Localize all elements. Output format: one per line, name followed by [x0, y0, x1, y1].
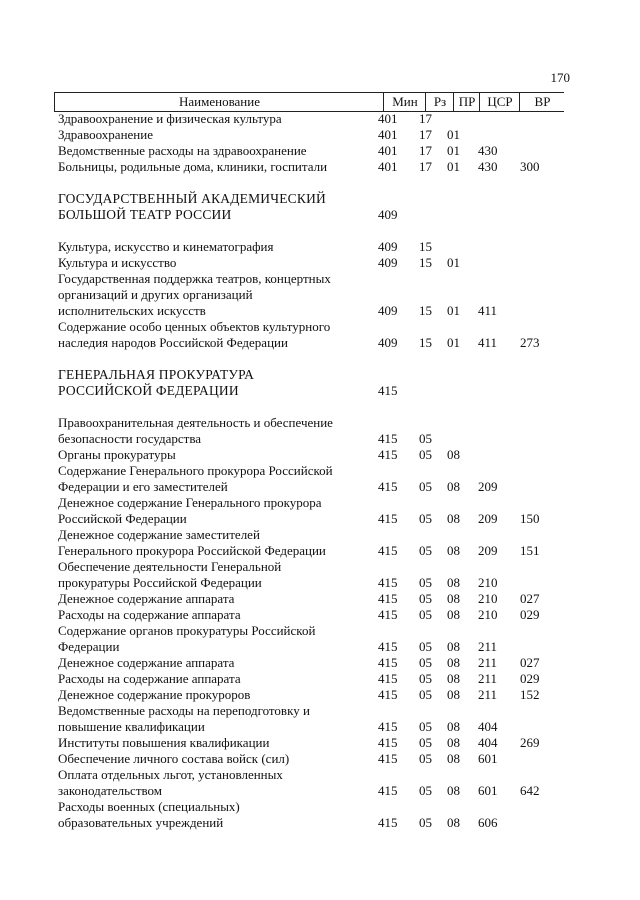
code-pr: 01: [447, 159, 460, 174]
code-min: 401: [378, 127, 398, 142]
table-row: [58, 799, 564, 831]
code-csr: 210: [478, 591, 498, 606]
row-codes: [374, 239, 564, 255]
row-codes: [374, 143, 564, 159]
code-pr: 08: [447, 639, 460, 654]
row-name-line: организаций и других организаций: [58, 287, 253, 302]
row-name: [58, 127, 380, 143]
row-codes: [374, 127, 564, 143]
row-codes: [374, 591, 564, 607]
row-name-line: исполнительских искусств: [58, 303, 206, 318]
code-pr: 08: [447, 687, 460, 702]
row-codes: [374, 335, 564, 351]
code-vr: 152: [520, 687, 540, 702]
row-codes: [374, 159, 564, 175]
code-pr: 08: [447, 815, 460, 830]
row-name-line: прокуратуры Российской Федерации: [58, 575, 262, 590]
code-csr: 209: [478, 543, 498, 558]
row-name-line: повышение квалификации: [58, 719, 205, 734]
code-pr: 08: [447, 575, 460, 590]
row-codes: [374, 815, 564, 831]
row-codes: [374, 479, 564, 495]
code-pr: 01: [447, 335, 460, 350]
code-vr: 642: [520, 783, 540, 798]
row-name: [58, 623, 380, 655]
row-name: [58, 751, 380, 767]
code-csr: 411: [478, 335, 498, 350]
row-name-line: законодательством: [58, 783, 163, 798]
code-rz: 15: [419, 303, 432, 318]
code-min: 415: [378, 815, 398, 830]
code-csr: 411: [478, 303, 498, 318]
row-name: [58, 111, 380, 127]
row-name: [58, 447, 380, 463]
table-row: [58, 767, 564, 799]
row-name: [58, 255, 380, 271]
row-name-line: Федерации и его заместителей: [58, 479, 228, 494]
row-name-line: Оплата отдельных льгот, установленных: [58, 767, 283, 782]
code-rz: 05: [419, 591, 432, 606]
table-row: [58, 591, 564, 607]
row-name-line: Денежное содержание аппарата: [58, 655, 235, 670]
row-name: [58, 591, 380, 607]
row-name-line: Расходы на содержание аппарата: [58, 671, 241, 686]
row-name-line: Здравоохранение: [58, 127, 153, 142]
code-min: 415: [378, 511, 398, 526]
row-name-line: Денежное содержание прокуроров: [58, 687, 251, 702]
row-name-line: Институты повышения квалификации: [58, 735, 270, 750]
row-name-line: Здравоохранение и физическая культура: [58, 111, 282, 126]
code-rz: 05: [419, 815, 432, 830]
row-codes: [374, 303, 564, 319]
row-name-line: Денежное содержание аппарата: [58, 591, 235, 606]
row-codes: [374, 255, 564, 271]
header-vr: ВР: [519, 93, 565, 111]
table-row: [58, 687, 564, 703]
code-csr: 430: [478, 159, 498, 174]
code-csr: 210: [478, 575, 498, 590]
code-min: 409: [378, 239, 398, 254]
code-csr: 209: [478, 479, 498, 494]
code-csr: 211: [478, 639, 498, 654]
code-min: 415: [378, 479, 398, 494]
code-min: 415: [378, 607, 398, 622]
row-name-line: безопасности государства: [58, 431, 202, 446]
code-pr: 08: [447, 751, 460, 766]
code-min: 409: [378, 303, 398, 318]
row-name: [58, 463, 380, 495]
code-min: 409: [378, 207, 398, 222]
table-body: [58, 111, 564, 831]
row-name-line: наследия народов Российской Федерации: [58, 335, 288, 350]
row-name: [58, 655, 380, 671]
code-pr: 01: [447, 303, 460, 318]
table-row: [58, 143, 564, 159]
row-spacer: [58, 399, 564, 415]
code-rz: 05: [419, 671, 432, 686]
row-codes: [374, 751, 564, 767]
code-rz: 05: [419, 735, 432, 750]
code-min: 415: [378, 543, 398, 558]
row-name-line: образовательных учреждений: [58, 815, 224, 830]
code-min: 401: [378, 111, 398, 126]
row-codes: [374, 719, 564, 735]
code-min: 401: [378, 143, 398, 158]
row-codes: [374, 383, 564, 399]
row-codes: [374, 735, 564, 751]
code-vr: 029: [520, 607, 540, 622]
code-csr: 404: [478, 735, 498, 750]
code-min: 415: [378, 383, 398, 398]
code-vr: 269: [520, 735, 540, 750]
code-rz: 17: [419, 159, 432, 174]
header-rz: Рз: [425, 93, 454, 111]
code-rz: 15: [419, 335, 432, 350]
code-rz: 05: [419, 639, 432, 654]
code-pr: 08: [447, 591, 460, 606]
table-row: [58, 463, 564, 495]
code-min: 415: [378, 671, 398, 686]
table-row: [58, 159, 564, 175]
code-rz: 05: [419, 719, 432, 734]
header-min: Мин: [383, 93, 426, 111]
row-name-line: Обеспечение деятельности Генеральной: [58, 559, 282, 574]
table-row: [58, 127, 564, 143]
code-min: 415: [378, 575, 398, 590]
section-title: [58, 191, 380, 223]
code-rz: 05: [419, 447, 432, 462]
table-row: [58, 415, 564, 447]
row-name-line: Содержание органов прокуратуры Российской: [58, 623, 316, 638]
code-vr: 300: [520, 159, 540, 174]
row-name: [58, 767, 380, 799]
row-name-line: Органы прокуратуры: [58, 447, 176, 462]
row-name: [58, 495, 380, 527]
row-name-line: Больницы, родильные дома, клиники, госпитали: [58, 159, 328, 174]
code-csr: 211: [478, 655, 498, 670]
row-name: [58, 319, 380, 351]
row-codes: [374, 543, 564, 559]
row-name-line: Денежное содержание Генерального прокурора: [58, 495, 322, 510]
row-name-line: Культура, искусство и кинематография: [58, 239, 274, 254]
table-row: [58, 735, 564, 751]
table-row: [58, 447, 564, 463]
row-name-line: ГОСУДАРСТВЕННЫЙ АКАДЕМИЧЕСКИЙ: [58, 191, 326, 206]
row-name: [58, 687, 380, 703]
code-pr: 01: [447, 255, 460, 270]
row-codes: [374, 671, 564, 687]
code-pr: 01: [447, 127, 460, 142]
code-vr: 273: [520, 335, 540, 350]
code-rz: 15: [419, 255, 432, 270]
row-name: [58, 527, 380, 559]
table-row: [58, 607, 564, 623]
row-name-line: Культура и искусство: [58, 255, 177, 270]
code-rz: 05: [419, 607, 432, 622]
code-rz: 05: [419, 543, 432, 558]
table-row: [58, 191, 564, 223]
row-codes: [374, 655, 564, 671]
row-name-line: Расходы на содержание аппарата: [58, 607, 241, 622]
row-codes: [374, 575, 564, 591]
row-name: [58, 607, 380, 623]
code-rz: 05: [419, 687, 432, 702]
table-row: [58, 239, 564, 255]
header-pr: ПР: [453, 93, 480, 111]
code-min: 415: [378, 783, 398, 798]
code-min: 415: [378, 431, 398, 446]
code-rz: 05: [419, 783, 432, 798]
row-codes: [374, 447, 564, 463]
row-spacer: [58, 175, 564, 191]
table-row: [58, 655, 564, 671]
code-min: 401: [378, 159, 398, 174]
table-row: [58, 111, 564, 127]
row-codes: [374, 511, 564, 527]
row-name: [58, 799, 380, 831]
row-name-line: Государственная поддержка театров, концертных: [58, 271, 331, 286]
table-row: [58, 703, 564, 735]
code-min: 415: [378, 735, 398, 750]
code-min: 415: [378, 751, 398, 766]
code-min: 415: [378, 719, 398, 734]
row-name-line: Содержание особо ценных объектов культурного: [58, 319, 331, 334]
row-name: [58, 415, 380, 447]
code-min: 415: [378, 591, 398, 606]
table-row: [58, 527, 564, 559]
code-rz: 05: [419, 511, 432, 526]
code-rz: 15: [419, 239, 432, 254]
code-rz: 05: [419, 655, 432, 670]
table-row: [58, 271, 564, 319]
row-name-line: БОЛЬШОЙ ТЕАТР РОССИИ: [58, 207, 232, 222]
row-codes: [374, 207, 564, 223]
code-min: 415: [378, 655, 398, 670]
page-number: 170: [550, 70, 570, 85]
code-rz: 05: [419, 431, 432, 446]
row-name-line: Обеспечение личного состава войск (сил): [58, 751, 290, 766]
header-csr: ЦСР: [479, 93, 520, 111]
row-name-line: ГЕНЕРАЛЬНАЯ ПРОКУРАТУРА: [58, 367, 255, 382]
row-codes: [374, 687, 564, 703]
row-codes: [374, 607, 564, 623]
code-vr: 150: [520, 511, 540, 526]
code-rz: 05: [419, 575, 432, 590]
row-name: [58, 271, 380, 319]
code-pr: 08: [447, 735, 460, 750]
table-row: [58, 623, 564, 655]
row-name: [58, 735, 380, 751]
row-codes: [374, 431, 564, 447]
table-header: [54, 92, 564, 112]
code-pr: 08: [447, 719, 460, 734]
code-pr: 08: [447, 783, 460, 798]
code-csr: 601: [478, 751, 498, 766]
code-csr: 606: [478, 815, 498, 830]
row-name-line: Ведомственные расходы на здравоохранение: [58, 143, 307, 158]
code-min: 415: [378, 687, 398, 702]
header-name: Наименование: [54, 93, 384, 111]
code-min: 415: [378, 639, 398, 654]
code-vr: 029: [520, 671, 540, 686]
code-csr: 211: [478, 687, 498, 702]
code-pr: 08: [447, 655, 460, 670]
row-name-line: Содержание Генерального прокурора Российской: [58, 463, 333, 478]
code-rz: 17: [419, 127, 432, 142]
row-name-line: Правоохранительная деятельность и обеспечение: [58, 415, 333, 430]
section-title: [58, 367, 380, 399]
row-spacer: [58, 223, 564, 239]
code-vr: 027: [520, 655, 540, 670]
row-name: [58, 143, 380, 159]
code-rz: 05: [419, 479, 432, 494]
table-row: [58, 495, 564, 527]
code-min: 409: [378, 335, 398, 350]
code-csr: 209: [478, 511, 498, 526]
row-codes: [374, 111, 564, 127]
code-pr: 08: [447, 543, 460, 558]
code-pr: 08: [447, 671, 460, 686]
table-row: [58, 319, 564, 351]
row-name-line: Расходы военных (специальных): [58, 799, 240, 814]
row-name-line: Генерального прокурора Российской Федерации: [58, 543, 326, 558]
code-pr: 08: [447, 479, 460, 494]
code-min: 415: [378, 447, 398, 462]
table-row: [58, 751, 564, 767]
code-vr: 027: [520, 591, 540, 606]
code-pr: 08: [447, 511, 460, 526]
code-min: 409: [378, 255, 398, 270]
code-rz: 17: [419, 143, 432, 158]
row-name: [58, 239, 380, 255]
row-name-line: Федерации: [58, 639, 120, 654]
row-name: [58, 703, 380, 735]
code-rz: 17: [419, 111, 432, 126]
row-name: [58, 159, 380, 175]
row-name-line: РОССИЙСКОЙ ФЕДЕРАЦИИ: [58, 383, 239, 398]
row-codes: [374, 639, 564, 655]
code-csr: 601: [478, 783, 498, 798]
table-row: [58, 367, 564, 399]
row-spacer: [58, 351, 564, 367]
row-name: [58, 671, 380, 687]
table-row: [58, 671, 564, 687]
code-rz: 05: [419, 751, 432, 766]
row-name-line: Российской Федерации: [58, 511, 187, 526]
row-name-line: Ведомственные расходы на переподготовку и: [58, 703, 310, 718]
table-row: [58, 559, 564, 591]
code-csr: 404: [478, 719, 498, 734]
code-pr: 01: [447, 143, 460, 158]
row-name-line: Денежное содержание заместителей: [58, 527, 260, 542]
code-vr: 151: [520, 543, 540, 558]
table-row: [58, 255, 564, 271]
code-csr: 430: [478, 143, 498, 158]
code-pr: 08: [447, 607, 460, 622]
code-pr: 08: [447, 447, 460, 462]
code-csr: 211: [478, 671, 498, 686]
code-csr: 210: [478, 607, 498, 622]
row-name: [58, 559, 380, 591]
row-codes: [374, 783, 564, 799]
